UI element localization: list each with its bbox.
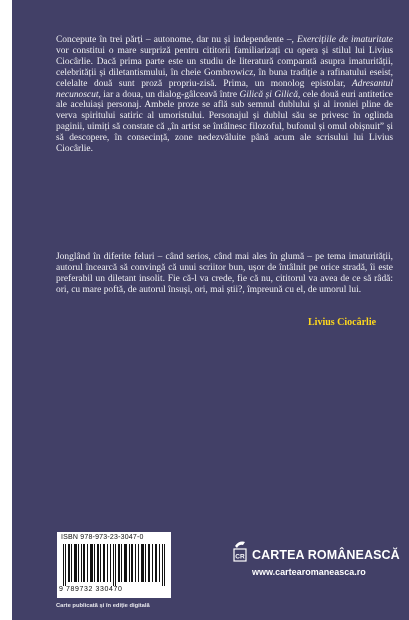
blurb-text-2: Jonglând în diferite feluri – când serios, când mai ales în glumă – pe tema imaturității, autorul încearcă să convingă că unui scriitor bun, ușor de întâlnit pe orice stradă, îi este preferabil un diletant insolit. Fie că-l va crede, fie că nu, cititorul va avea de ce să râdă: ori, cu mare poftă, de autorul însuși, ori, mai știi?, împreună cu el, de umorul lui.	[56, 252, 393, 295]
isbn-barcode-box	[57, 532, 171, 598]
publisher-block	[233, 540, 403, 580]
blurb-paragraph-2	[56, 252, 393, 296]
digital-edition-note: Carte publicată și în ediție digitală	[56, 603, 150, 609]
back-cover	[12, 0, 409, 620]
publisher-name: CARTEA ROMÂNEASCĂ	[252, 548, 400, 562]
barcode-image	[63, 544, 167, 586]
isbn-text: ISBN 978-973-23-3047-0	[61, 534, 144, 541]
barcode-number: 9 789732 330470	[59, 586, 123, 593]
svg-text:CR: CR	[235, 553, 245, 561]
author-signature: Livius Ciocârlie	[308, 317, 377, 328]
blurb-paragraph-1	[56, 35, 393, 155]
publisher-url[interactable]: www.cartearomaneasca.ro	[252, 567, 366, 577]
blurb-text-1: Concepute în trei părți – autonome, dar nu și independente –, Exercițiile de imaturitate vor constitui o mare surpriză pentru cititorii familiarizați cu opera și stilul lui Livius Ciocârlie. Dacă prima parte este un studiu de literatură comparată asupra imaturității, celebrității și diletantismului, în cheie Gombrowicz, în buna tradiție a rafinatului eseist, celelalte două sunt proză propriu-zisă. Prima, un monolog epistolar, Adresantul necunoscut, iar a doua, un dialog-gâlceavă între Gilică și Gilică, cele două euri antitetice ale aceluiași personaj. Ambele proze se află sub semnul dublului și al ironiei pline de verva spiritului satiric al umoristului. Personajul și dublul său se privesc în oglinda paginii, uimiți să constate că „în artist se întâlnesc filozoful, bufonul și omul obișnuit” și să descopere, în consecință, zone nedezvăluite până acum ale scrisului lui Livius Ciocârlie.	[56, 35, 393, 155]
publisher-logo-icon	[233, 540, 249, 564]
